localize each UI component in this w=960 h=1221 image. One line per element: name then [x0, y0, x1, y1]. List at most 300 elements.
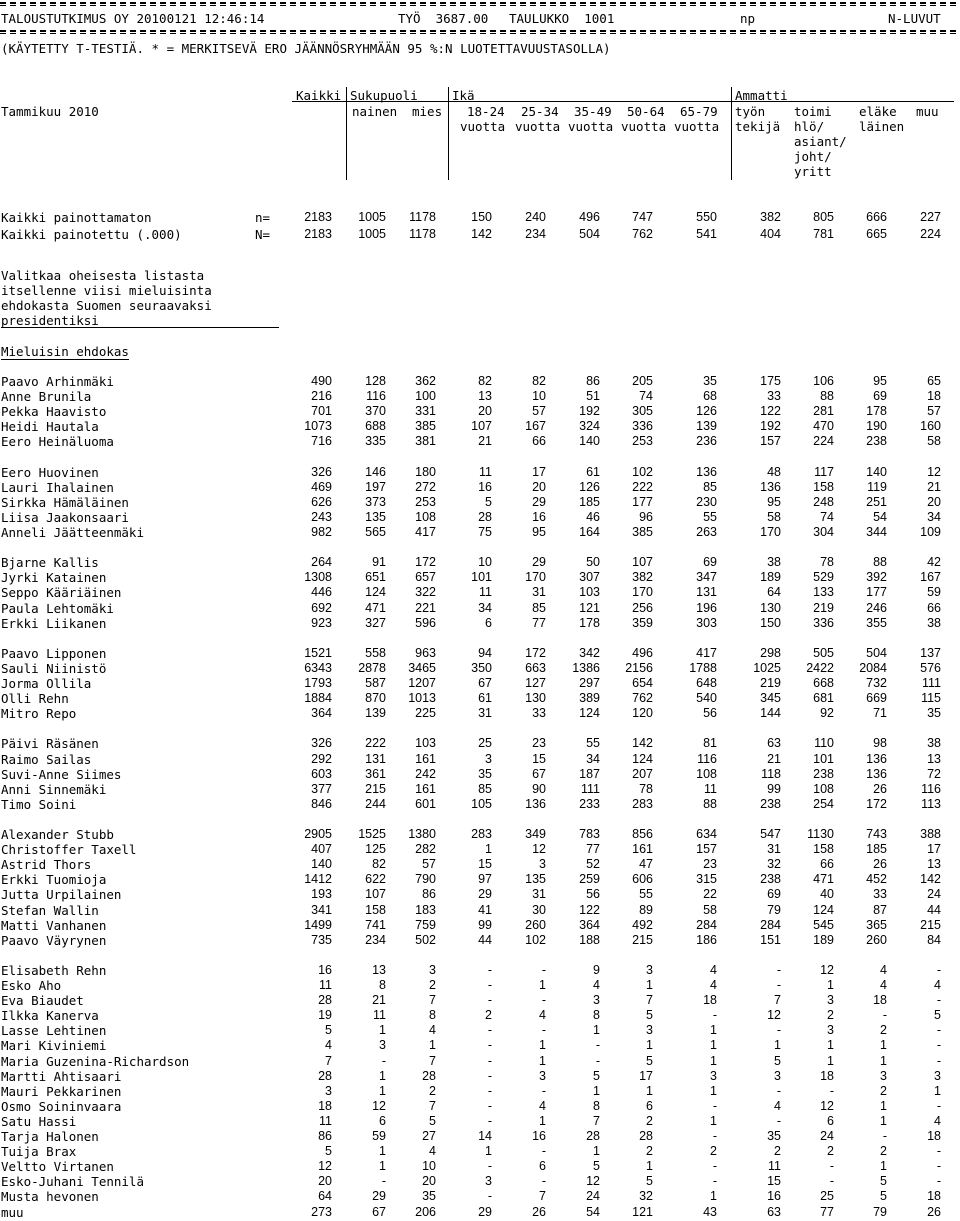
table-cell: 5: [593, 1159, 600, 1173]
table-cell: 1525: [358, 827, 386, 841]
candidate-name: Raimo Sailas: [1, 752, 92, 767]
table-cell: 29: [478, 887, 492, 901]
table-cell: 1788: [689, 661, 717, 675]
table-cell: 136: [696, 465, 717, 479]
table-cell: 6: [379, 1114, 386, 1128]
table-cell: 82: [532, 374, 546, 388]
table-cell: 79: [873, 1205, 887, 1219]
table-cell: 2183: [304, 210, 332, 224]
table-cell: 596: [415, 616, 436, 630]
table-cell: 234: [525, 227, 546, 241]
table-cell: 17: [639, 1069, 653, 1083]
col-official-5: yritt: [794, 164, 832, 179]
table-cell: 47: [639, 857, 653, 871]
table-cell: 16: [478, 480, 492, 494]
candidate-name: Sauli Niinistö: [1, 661, 107, 676]
table-cell: 67: [372, 1205, 386, 1219]
table-cell: 11: [319, 978, 332, 992]
table-cell: 389: [579, 691, 600, 705]
table-cell: 38: [927, 736, 941, 750]
col-other: muu: [916, 104, 939, 119]
table-cell: 35: [422, 1189, 436, 1203]
report-title: TALOUSTUTKIMUS OY 20100121 12:46:14: [1, 11, 265, 26]
table-cell: 19: [318, 1008, 332, 1022]
table-cell: 1130: [807, 827, 834, 841]
table-cell: 1073: [304, 419, 332, 433]
table-cell: 8: [429, 1008, 436, 1022]
table-cell: 18: [927, 389, 941, 403]
table-cell: 1: [827, 978, 834, 992]
table-cell: 502: [415, 933, 436, 947]
table-cell: 131: [365, 752, 386, 766]
table-row: [0, 752, 960, 767]
table-cell: 31: [532, 585, 546, 599]
table-cell: 26: [532, 1205, 546, 1219]
table-cell: 178: [866, 404, 887, 418]
table-cell: 790: [415, 872, 436, 886]
candidate-name: Erkki Liikanen: [1, 616, 107, 631]
divider-age: [731, 87, 732, 180]
table-cell: 735: [311, 933, 332, 947]
table-cell: 44: [927, 903, 941, 917]
table-row: [0, 903, 960, 918]
table-row: [0, 782, 960, 797]
table-cell: 74: [820, 510, 834, 524]
table-cell: 238: [760, 872, 781, 886]
table-cell: 407: [311, 842, 332, 856]
table-cell: 88: [703, 797, 717, 811]
table-cell: 188: [579, 933, 600, 947]
table-cell: 108: [813, 782, 834, 796]
table-cell: 51: [586, 389, 600, 403]
table-cell: 5: [429, 1114, 436, 1128]
table-cell: 142: [920, 872, 941, 886]
table-cell: 151: [760, 933, 781, 947]
table-cell: 222: [632, 480, 653, 494]
table-cell: 97: [478, 872, 492, 886]
table-cell: 373: [365, 495, 386, 509]
table-cell: 102: [632, 465, 653, 479]
table-cell: 35: [927, 706, 941, 720]
table-cell: 681: [813, 691, 834, 705]
table-cell: 140: [311, 857, 332, 871]
table-cell: 99: [478, 918, 492, 932]
table-cell: 550: [696, 210, 717, 224]
table-cell: 1: [710, 1114, 717, 1128]
table-cell: 1: [880, 1054, 887, 1068]
table-cell: 28: [639, 1129, 653, 1143]
job-number: TYÖ 3687.00: [398, 11, 489, 26]
table-cell: 32: [639, 1189, 653, 1203]
table-cell: 130: [525, 691, 546, 705]
table-cell: 1: [646, 978, 653, 992]
table-cell: 20: [532, 480, 546, 494]
table-cell: 541: [696, 227, 717, 241]
table-cell: 189: [813, 933, 834, 947]
col-worker-2: tekijä: [735, 119, 781, 134]
candidate-name: Erkki Tuomioja: [1, 872, 107, 887]
table-cell: 244: [365, 797, 386, 811]
table-cell: 1005: [358, 227, 386, 241]
table-cell: 2: [646, 1144, 653, 1158]
table-cell: 230: [696, 495, 717, 509]
table-cell: 31: [478, 706, 492, 720]
table-cell: 66: [820, 857, 834, 871]
table-row: [0, 691, 960, 706]
table-cell: 121: [632, 1205, 653, 1219]
table-cell: 284: [760, 918, 781, 932]
candidate-name: Lasse Lehtinen: [1, 1023, 107, 1038]
table-cell: 120: [632, 706, 653, 720]
table-cell: 78: [639, 782, 653, 796]
table-cell: 6: [827, 1114, 834, 1128]
table-row: [0, 1159, 960, 1174]
table-cell: 4: [539, 1099, 546, 1113]
table-cell: 1499: [304, 918, 332, 932]
table-cell: 1: [710, 1189, 717, 1203]
table-cell: 85: [478, 782, 492, 796]
table-cell: 238: [813, 767, 834, 781]
table-cell: 17: [927, 842, 941, 856]
col-age-18-24: 18-24: [467, 104, 505, 119]
table-cell: 15: [532, 752, 546, 766]
table-cell: 99: [767, 782, 781, 796]
table-cell: 117: [814, 465, 834, 479]
table-cell: 12: [820, 963, 834, 977]
table-cell: 260: [866, 933, 887, 947]
table-cell: 55: [586, 736, 600, 750]
table-cell: 116: [697, 752, 717, 766]
table-cell: 326: [311, 736, 332, 750]
table-cell: -: [712, 1129, 717, 1143]
table-row: [0, 1129, 960, 1144]
table-cell: 264: [311, 555, 332, 569]
table-cell: 292: [311, 752, 332, 766]
np-code: np: [740, 11, 756, 26]
table-cell: 95: [532, 525, 546, 539]
table-cell: 186: [696, 933, 717, 947]
table-cell: 192: [760, 419, 781, 433]
table-cell: 33: [767, 389, 781, 403]
table-cell: 5: [774, 1054, 781, 1068]
table-cell: 121: [579, 601, 600, 615]
table-row: [0, 706, 960, 721]
table-cell: 1: [827, 1054, 834, 1068]
table-cell: 107: [471, 419, 492, 433]
table-cell: 106: [813, 374, 834, 388]
table-cell: 12: [372, 1099, 386, 1113]
table-cell: 72: [927, 767, 941, 781]
table-cell: 253: [632, 434, 653, 448]
table-cell: 86: [318, 1129, 332, 1143]
table-cell: 385: [415, 419, 436, 433]
table-cell: 4: [429, 1144, 436, 1158]
table-cell: 4: [429, 1023, 436, 1037]
table-cell: 16: [532, 510, 546, 524]
table-cell: 5: [593, 1069, 600, 1083]
table-cell: 1: [379, 1084, 386, 1098]
table-row: [0, 1008, 960, 1023]
table-cell: 1: [934, 1084, 941, 1098]
table-cell: 5: [646, 1054, 653, 1068]
age-group-heading: Ikä: [452, 88, 475, 103]
table-cell: 18: [927, 1189, 941, 1203]
table-cell: 1: [379, 1069, 386, 1083]
table-cell: 31: [767, 842, 781, 856]
table-cell: 240: [525, 210, 546, 224]
candidate-name: Tarja Halonen: [1, 1129, 99, 1144]
table-cell: 5: [646, 1008, 653, 1022]
table-cell: 297: [579, 676, 600, 690]
table-cell: 362: [415, 374, 436, 388]
table-cell: 4: [325, 1038, 332, 1052]
table-cell: 67: [532, 767, 546, 781]
table-cell: 172: [415, 555, 436, 569]
table-cell: 192: [579, 404, 600, 418]
table-cell: -: [936, 1099, 941, 1113]
table-row: [0, 1099, 960, 1114]
table-cell: 2156: [625, 661, 653, 675]
table-cell: 1: [593, 1144, 600, 1158]
table-cell: -: [541, 963, 546, 977]
table-cell: -: [541, 1144, 546, 1158]
table-cell: 11: [479, 465, 492, 479]
table-cell: 665: [866, 227, 887, 241]
table-cell: -: [829, 1159, 834, 1173]
table-cell: 846: [311, 797, 332, 811]
table-cell: 98: [873, 736, 887, 750]
table-cell: 3: [827, 993, 834, 1007]
table-cell: 470: [813, 419, 834, 433]
table-cell: 4: [934, 1114, 941, 1128]
table-cell: 4: [710, 978, 717, 992]
table-cell: 781: [813, 227, 834, 241]
table-cell: 16: [318, 963, 332, 977]
table-cell: 18: [927, 1129, 941, 1143]
table-cell: 59: [372, 1129, 386, 1143]
table-cell: 18: [873, 993, 887, 1007]
table-cell: -: [595, 1038, 600, 1052]
candidate-name: Matti Vanhanen: [1, 918, 107, 933]
table-cell: 10: [478, 555, 492, 569]
table-cell: 12: [820, 1099, 834, 1113]
table-cell: 24: [820, 1129, 834, 1143]
table-cell: 20: [478, 404, 492, 418]
top-double-rule: [0, 2, 956, 6]
table-cell: 9: [593, 963, 600, 977]
table-cell: 336: [813, 616, 834, 630]
table-cell: 197: [365, 480, 386, 494]
table-cell: 5: [646, 1174, 653, 1188]
table-cell: -: [487, 1054, 492, 1068]
table-cell: 28: [586, 1129, 600, 1143]
table-cell: 127: [525, 676, 546, 690]
table-cell: 762: [632, 691, 653, 705]
table-cell: 180: [415, 465, 436, 479]
candidate-name: Esko Aho: [1, 978, 62, 993]
table-cell: 4: [880, 963, 887, 977]
table-cell: -: [936, 993, 941, 1007]
table-cell: 215: [632, 933, 653, 947]
candidate-name: Seppo Kääriäinen: [1, 585, 122, 600]
table-cell: 91: [372, 555, 386, 569]
table-cell: 4: [539, 1008, 546, 1022]
table-cell: 1: [593, 1023, 600, 1037]
table-cell: 196: [696, 601, 717, 615]
table-cell: 11: [768, 1159, 781, 1173]
table-cell: -: [381, 1054, 386, 1068]
candidate-name: Jutta Urpilainen: [1, 887, 122, 902]
table-cell: 135: [525, 872, 546, 886]
table-cell: 12: [586, 1174, 600, 1188]
table-cell: 57: [927, 404, 941, 418]
table-row: [0, 1069, 960, 1084]
table-cell: 3: [485, 752, 492, 766]
table-cell: 11: [704, 782, 717, 796]
table-cell: 122: [579, 903, 600, 917]
table-cell: 3: [827, 1023, 834, 1037]
table-row: [0, 1038, 960, 1053]
table-cell: 243: [311, 510, 332, 524]
table-row: [0, 887, 960, 902]
table-row: [0, 525, 960, 540]
table-cell: 2: [880, 1144, 887, 1158]
table-cell: 23: [703, 857, 717, 871]
table-cell: 870: [365, 691, 386, 705]
table-cell: 7: [325, 1054, 332, 1068]
table-cell: 6: [539, 1159, 546, 1173]
table-cell: 17: [532, 465, 546, 479]
candidate-name: Pekka Haavisto: [1, 404, 107, 419]
table-cell: 3465: [408, 661, 436, 675]
table-cell: -: [829, 1084, 834, 1098]
table-cell: -: [541, 993, 546, 1007]
table-cell: 7: [429, 993, 436, 1007]
table-cell: 77: [532, 616, 546, 630]
table-cell: 63: [767, 736, 781, 750]
table-cell: 547: [760, 827, 781, 841]
table-cell: 529: [813, 570, 834, 584]
table-cell: 1: [880, 1099, 887, 1113]
table-cell: 11: [479, 585, 492, 599]
col-age-unit-1: vuotta: [460, 119, 506, 134]
table-cell: 86: [422, 887, 436, 901]
table-cell: 102: [525, 933, 546, 947]
table-cell: 219: [760, 676, 781, 690]
table-row: [0, 978, 960, 993]
table-cell: 370: [365, 404, 386, 418]
table-cell: 221: [415, 601, 436, 615]
table-cell: 2084: [859, 661, 887, 675]
table-row: [0, 1189, 960, 1204]
table-cell: 64: [767, 585, 781, 599]
header-double-rule: [0, 30, 956, 34]
table-cell: 3: [934, 1069, 941, 1083]
table-cell: 2905: [304, 827, 332, 841]
table-row: [0, 1084, 960, 1099]
table-cell: 126: [696, 404, 717, 418]
table-cell: 161: [415, 752, 436, 766]
table-cell: 56: [586, 887, 600, 901]
table-cell: 446: [311, 585, 332, 599]
table-cell: 87: [873, 903, 887, 917]
table-cell: 283: [471, 827, 492, 841]
table-cell: 2878: [358, 661, 386, 675]
table-cell: 281: [813, 404, 834, 418]
table-cell: -: [487, 993, 492, 1007]
table-cell: 224: [920, 227, 941, 241]
question-line-1: Valitkaa oheisesta listasta: [1, 268, 205, 283]
table-row: [0, 404, 960, 419]
table-cell: 140: [579, 434, 600, 448]
table-cell: 364: [311, 706, 332, 720]
table-cell: -: [776, 963, 781, 977]
table-cell: 44: [478, 933, 492, 947]
candidate-name: Jorma Ollila: [1, 676, 92, 691]
table-cell: 88: [820, 389, 834, 403]
candidate-name: Esko-Juhani Tennilä: [1, 1174, 144, 1189]
table-cell: 124: [365, 585, 386, 599]
table-cell: -: [936, 1159, 941, 1173]
table-cell: 603: [311, 767, 332, 781]
table-cell: 69: [703, 555, 717, 569]
table-cell: 654: [632, 676, 653, 690]
table-cell: 5: [325, 1144, 332, 1158]
table-cell: 701: [311, 404, 332, 418]
table-cell: 12: [927, 465, 941, 479]
table-cell: 626: [311, 495, 332, 509]
candidate-name: Paavo Väyrynen: [1, 933, 107, 948]
table-cell: 233: [579, 797, 600, 811]
row-label: Kaikki painottamaton: [1, 210, 152, 225]
table-cell: 52: [586, 857, 600, 871]
table-row: [0, 857, 960, 872]
table-cell: 923: [311, 616, 332, 630]
table-cell: -: [487, 1159, 492, 1173]
table-cell: 238: [866, 434, 887, 448]
table-cell: -: [487, 1084, 492, 1098]
table-cell: 56: [703, 706, 717, 720]
table-cell: 42: [927, 555, 941, 569]
table-cell: 10: [422, 1159, 436, 1173]
table-cell: 273: [311, 1205, 332, 1219]
table-cell: 96: [639, 510, 653, 524]
table-cell: 178: [579, 616, 600, 630]
table-cell: 187: [579, 767, 600, 781]
table-cell: 16: [532, 1129, 546, 1143]
table-cell: -: [541, 1023, 546, 1037]
table-cell: 20: [318, 1174, 332, 1188]
table-cell: 1: [539, 1038, 546, 1052]
table-row: [0, 993, 960, 1008]
table-cell: 7: [646, 993, 653, 1007]
candidate-name: Paula Lehtomäki: [1, 601, 114, 616]
table-cell: 193: [311, 887, 332, 901]
table-cell: 69: [767, 887, 781, 901]
col-age-unit-4: vuotta: [621, 119, 667, 134]
table-cell: 142: [632, 736, 653, 750]
col-age-unit-3: vuotta: [568, 119, 614, 134]
table-row: [0, 480, 960, 495]
table-cell: 40: [820, 887, 834, 901]
table-cell: 86: [586, 374, 600, 388]
table-cell: 74: [639, 389, 653, 403]
table-cell: -: [712, 1174, 717, 1188]
table-cell: 21: [478, 434, 492, 448]
table-row: [0, 872, 960, 887]
divider-gender: [448, 87, 449, 180]
table-cell: 1386: [572, 661, 600, 675]
